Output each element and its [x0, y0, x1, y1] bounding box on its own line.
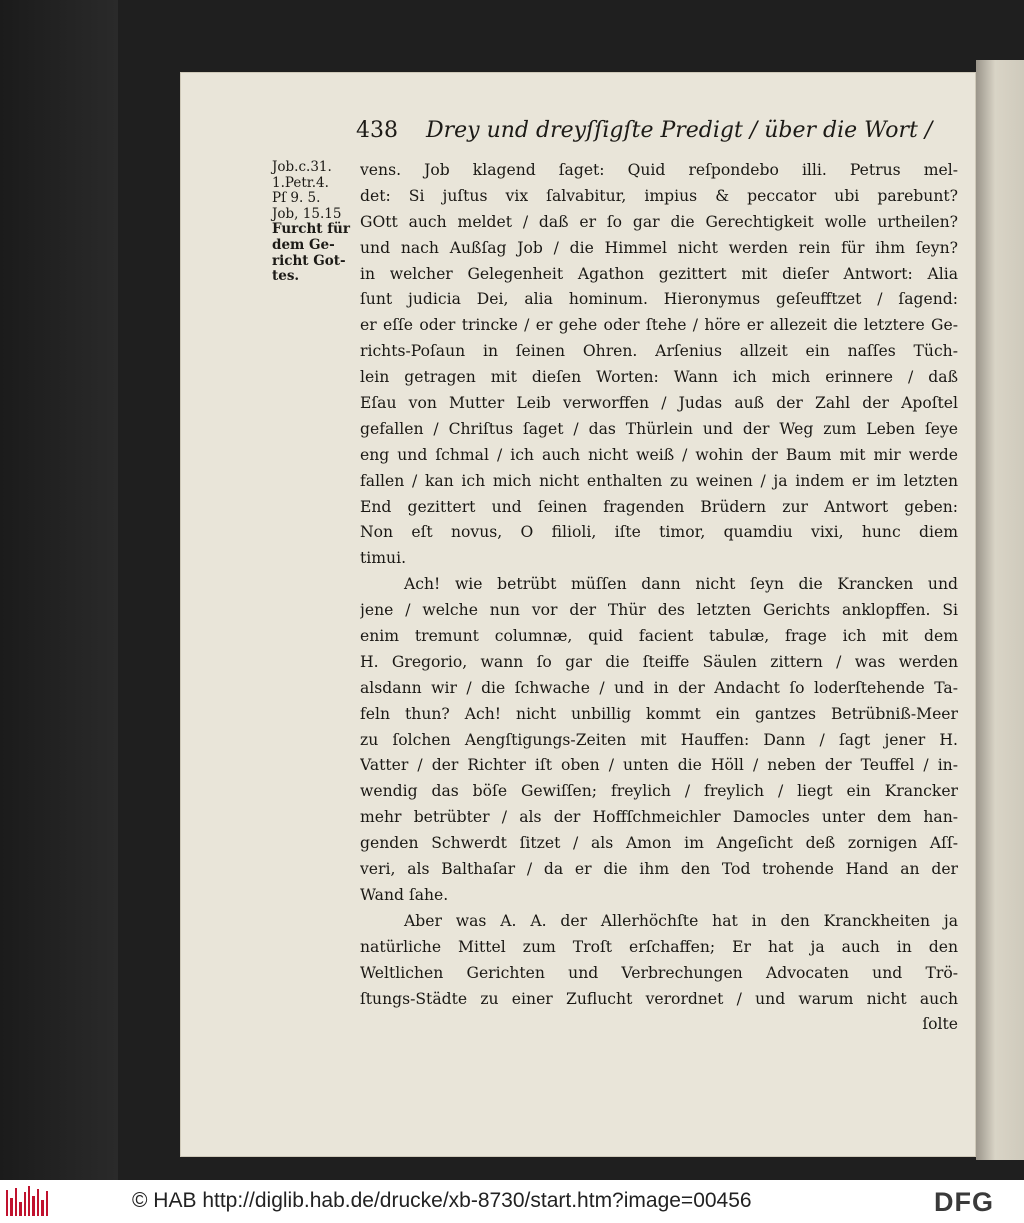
text-line: veri, als Balthaſar / da er die ihm den Tod trohende Hand an der: [360, 860, 958, 879]
text-line: zu ſolchen Aengſtigungs-Zeiten mit Hauffen: Dann / ſagt jener H.: [360, 730, 958, 749]
text-line: timui.: [360, 549, 407, 568]
margin-note: Furcht für: [272, 221, 350, 238]
text-line: feln thun? Ach! nicht unbillig kommt ein gantzes Betrübniß-Meer: [360, 704, 958, 723]
text-line: det: Si juſtus vix ſalvabitur, impius & peccator ubi parebunt?: [360, 186, 958, 205]
text-line: mehr betrübter / als der Hoffſchmeichler Damocles unter dem han-: [360, 808, 958, 827]
text-line: Eſau von Mutter Leib verworffen / Judas auß der Zahl der Apoſtel: [360, 394, 958, 413]
text-line: ſtungs-Städte zu einer Zuflucht verordnet / und warum nicht auch: [360, 989, 958, 1008]
text-line: Wand ſahe.: [360, 885, 449, 904]
source-link[interactable]: © HAB http://diglib.hab.de/drucke/xb-8730/start.htm?image=00456: [132, 1189, 752, 1212]
margin-note: Job.c.31.: [272, 159, 332, 175]
text-line: jene / welche nun vor der Thür des letzten Gerichts anklopffen. Si: [360, 601, 958, 620]
text-line: fallen / kan ich mich nicht enthalten zu weinen / ja indem er im letzten: [360, 471, 958, 490]
text-line: H. Gregorio, wann ſo gar die ſteiffe Säulen zittern / was werden: [360, 652, 958, 671]
margin-note: dem Ge-: [272, 236, 335, 253]
text-line: enim tremunt columnæ, quid facient tabulæ, frage ich mit dem: [360, 627, 958, 646]
text-line: richts-Poſaun in ſeinen Ohren. Arſenius allzeit ein naſſes Tüch-: [360, 342, 958, 361]
margin-note: Job, 15.15: [272, 205, 342, 222]
text-line: ſunt judicia Dei, alia hominum. Hieronymus geſeufftzet / ſagend:: [360, 290, 958, 309]
margin-note: richt Got-: [272, 252, 346, 269]
text-line: End gezittert und ſeinen fragenden Brüdern zur Antwort geben:: [360, 497, 958, 516]
hab-logo-icon[interactable]: [6, 1186, 48, 1216]
text-line: vens. Job klagend ſaget: Quid reſpondebo illi. Petrus mel-: [360, 161, 958, 179]
text-line: gefallen / Chriſtus ſaget / das Thürlein und der Weg zum Leben ſeye: [360, 419, 958, 438]
next-page-edge: [976, 60, 1024, 1160]
dfg-logo[interactable]: DFG: [934, 1187, 994, 1217]
text-line: alsdann wir / die ſchwache / und in der Andacht ſo loderſtehende Ta-: [360, 678, 958, 697]
body-text: [360, 158, 958, 1038]
text-line: Vatter / der Richter iſt oben / unten die Höll / neben der Teuffel / in-: [360, 756, 958, 775]
text-line: wendig das böſe Gewiſſen; freylich / freylich / liegt ein Krancker: [360, 782, 958, 801]
running-head: [356, 118, 956, 150]
margin-note: 1.Petr.4.: [272, 174, 329, 191]
text-line: in welcher Gelegenheit Agathon gezittert mit dieſer Antwort: Alia: [360, 264, 958, 283]
text-line: und nach Außſag Job / die Himmel nicht werden rein für ihm ſeyn?: [360, 238, 958, 257]
margin-note: Pſ 9. 5.: [272, 190, 321, 207]
text-line: er eſſe oder trincke / er gehe oder ſtehe / höre er allezeit die letztere Ge-: [360, 316, 958, 335]
text-line: Ach! wie betrübt müſſen dann nicht ſeyn die Krancken und: [404, 575, 958, 594]
catchword: ſolte: [922, 1015, 958, 1034]
margin-note: tes.: [272, 268, 300, 285]
text-line: eng und ſchmal / ich auch nicht weiß / wohin der Baum mit mir werde: [360, 445, 958, 464]
running-title: Drey und dreyſſigſte Predigt / über die Wort /: [426, 118, 933, 143]
text-line: Non eſt novus, O filioli, iſte timor, quamdiu vixi, hunc diem: [360, 523, 958, 542]
book-left-edge: [0, 0, 118, 1180]
text-line: Weltlichen Gerichten und Verbrechungen Advocaten und Trö-: [360, 963, 958, 982]
margin-notes: [272, 160, 356, 285]
text-line: genden Schwerdt ſitzet / als Amon im Angeſicht deß zornigen Aſſ-: [360, 834, 958, 853]
text-line: natürliche Mittel zum Troſt erſchaffen; Er hat ja auch in den: [360, 937, 958, 956]
text-line: lein getragen mit dieſen Worten: Wann ich mich erinnere / daß: [360, 368, 958, 387]
text-line: GOtt auch meldet / daß er ſo gar die Gerechtigkeit wolle urtheilen?: [360, 212, 958, 231]
footer-bar: [0, 1180, 1024, 1223]
page-number: 438: [356, 118, 398, 143]
text-line: Aber was A. A. der Allerhöchſte hat in den Kranckheiten ja: [404, 911, 958, 930]
